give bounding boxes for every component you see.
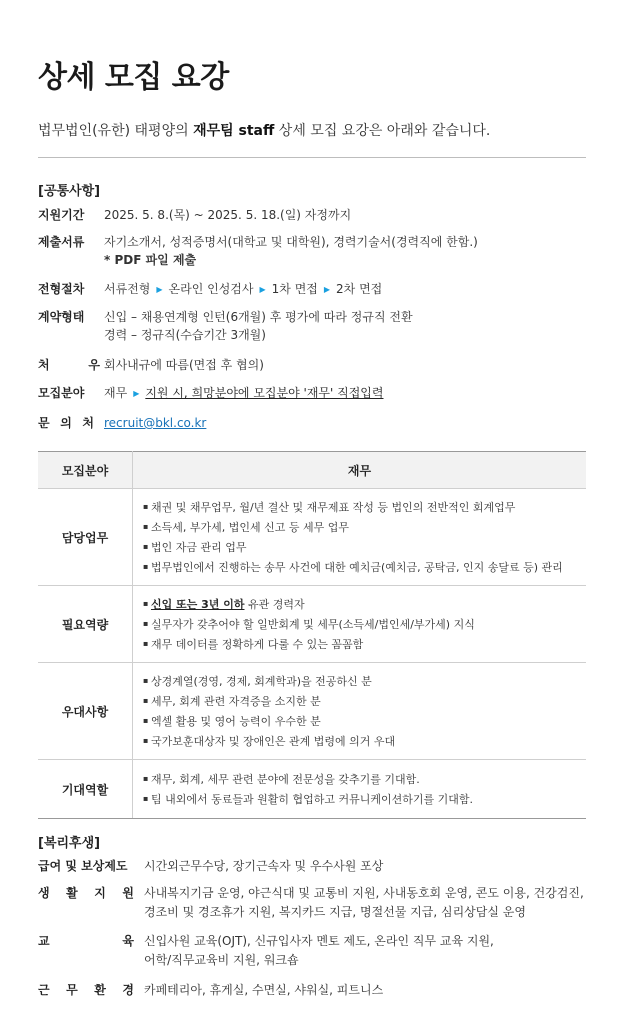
- treatment-label: 처 우: [38, 358, 100, 372]
- process-step: 2차 면접: [336, 282, 383, 296]
- process-step: 1차 면접: [271, 282, 318, 296]
- duties-label: 담당업무: [38, 489, 133, 586]
- skills-experience-emphasis: 신입 또는 3년 이하: [150, 598, 245, 611]
- list-item: ▪ 법무법인에서 진행하는 송무 사건에 대한 예치금(예치금, 공탁금, 인지 송달료 등) 관리: [143, 557, 586, 577]
- expected-role-label: 기대역할: [38, 760, 133, 819]
- intro-text: [38, 120, 490, 140]
- list-item: ▪ 팀 내외에서 동료들과 원활히 협업하고 커뮤니케이션하기를 기대함.: [143, 789, 586, 809]
- treatment-value: 회사내규에 따름(면접 후 협의): [104, 358, 264, 372]
- contract-newcomer: 신입 – 채용연계형 인턴(6개월) 후 평가에 따라 정규직 전환: [104, 310, 413, 324]
- education-label: 교 육: [38, 934, 134, 948]
- life-support-line: 경조비 및 경조휴가 지원, 복지카드 지급, 명절선물 지급, 심리상담실 운영: [144, 905, 526, 919]
- documents-note: * PDF 파일 제출: [104, 253, 197, 267]
- intro-prefix: 법무법인(유한) 태평양의: [38, 123, 194, 139]
- list-item: ▪ 실무자가 갖추어야 할 일반회계 및 세무(소득세/법인세/부가세) 지식: [143, 614, 586, 634]
- field-label: 모집분야: [38, 386, 85, 400]
- process-step: 온라인 인성검사: [168, 282, 254, 296]
- list-item: ▪ 엑셀 활용 및 영어 능력이 우수한 분: [143, 711, 586, 731]
- arrow-right-icon: ▶: [323, 285, 331, 294]
- page-title: 상세 모집 요강: [38, 60, 229, 95]
- list-item: ▪ 신입 또는 3년 이하 유관 경력자: [143, 594, 586, 614]
- table-header-finance: 재무: [133, 452, 587, 489]
- process-step: 서류전형: [104, 282, 151, 296]
- table-row-expected-role: [38, 760, 586, 819]
- table-header-field: 모집분야: [38, 452, 133, 489]
- list-item: ▪ 소득세, 부가세, 법인세 신고 등 세무 업무: [143, 517, 586, 537]
- intro-suffix: 상세 모집 요강은 아래와 같습니다.: [274, 123, 491, 139]
- title-divider: [38, 157, 586, 158]
- life-support-line: 사내복지기금 운영, 야근식대 및 교통비 지원, 사내동호회 운영, 콘도 이용, 건강검진,: [144, 886, 584, 900]
- contact-label: 문 의 처: [38, 416, 94, 430]
- common-section-title: [공통사항]: [38, 184, 101, 199]
- arrow-right-icon: ▶: [133, 389, 140, 398]
- field-note: 지원 시, 희망분야에 모집분야 '재무' 직접입력: [145, 386, 384, 400]
- expected-role-list: [133, 760, 587, 819]
- period-label: 지원기간: [38, 208, 85, 222]
- process-label: 전형절차: [38, 282, 85, 296]
- education-line: 신입사원 교육(OJT), 신규입사자 멘토 제도, 온라인 직무 교육 지원,: [144, 934, 494, 948]
- intro-team: 재무팀 staff: [193, 123, 275, 139]
- table-row-skills: [38, 586, 586, 663]
- period-value: 2025. 5. 8.(목) ~ 2025. 5. 18.(일) 자정까지: [104, 208, 352, 222]
- compensation-label: 급여 및 보상제도: [38, 859, 128, 873]
- list-item: ▪ 국가보훈대상자 및 장애인은 관계 법령에 의거 우대: [143, 731, 586, 751]
- arrow-right-icon: ▶: [259, 285, 266, 294]
- job-detail-table: [38, 451, 586, 819]
- preferred-list: [133, 663, 587, 760]
- work-environment-label: 근 무 환 경: [38, 983, 134, 997]
- contract-label: 계약형태: [38, 310, 85, 324]
- contract-experienced: 경력 – 정규직(수습기간 3개월): [104, 328, 266, 342]
- list-item: ▪ 상경계열(경영, 경제, 회계학과)을 전공하신 분: [143, 671, 586, 691]
- list-item: ▪ 재무 데이터를 정확하게 다룰 수 있는 꼼꼼함: [143, 634, 586, 654]
- list-item: ▪ 세무, 회계 관련 자격증을 소지한 분: [143, 691, 586, 711]
- field-value: 재무: [104, 386, 128, 400]
- contact-email-link[interactable]: recruit@bkl.co.kr: [104, 416, 207, 430]
- duties-list: [133, 489, 587, 586]
- table-row-duties: [38, 489, 586, 586]
- skills-label: 필요역량: [38, 586, 133, 663]
- education-line: 어학/직무교육비 지원, 워크숍: [144, 953, 299, 967]
- list-item: ▪ 재무, 회계, 세무 관련 분야에 전문성을 갖추기를 기대함.: [143, 769, 586, 789]
- table-row-preferred: [38, 663, 586, 760]
- life-support-label: 생 활 지 원: [38, 886, 134, 900]
- compensation-value: 시간외근무수당, 장기근속자 및 우수사원 포상: [144, 859, 384, 873]
- benefits-section-title: [복리후생]: [38, 836, 101, 851]
- list-item: ▪ 법인 자금 관리 업무: [143, 537, 586, 557]
- list-item: ▪ 채권 및 채무업무, 월/년 결산 및 재무제표 작성 등 법인의 전반적인 회계업무: [143, 497, 586, 517]
- process-steps: [104, 280, 382, 299]
- table-header-row: [38, 452, 586, 489]
- skills-list: [133, 586, 587, 663]
- arrow-right-icon: ▶: [156, 285, 163, 294]
- work-environment-value: 카페테리아, 휴게실, 수면실, 샤워실, 피트니스: [144, 983, 384, 997]
- documents-label: 제출서류: [38, 235, 85, 249]
- documents-value: 자기소개서, 성적증명서(대학교 및 대학원), 경력기술서(경력직에 한함.): [104, 235, 478, 249]
- preferred-label: 우대사항: [38, 663, 133, 760]
